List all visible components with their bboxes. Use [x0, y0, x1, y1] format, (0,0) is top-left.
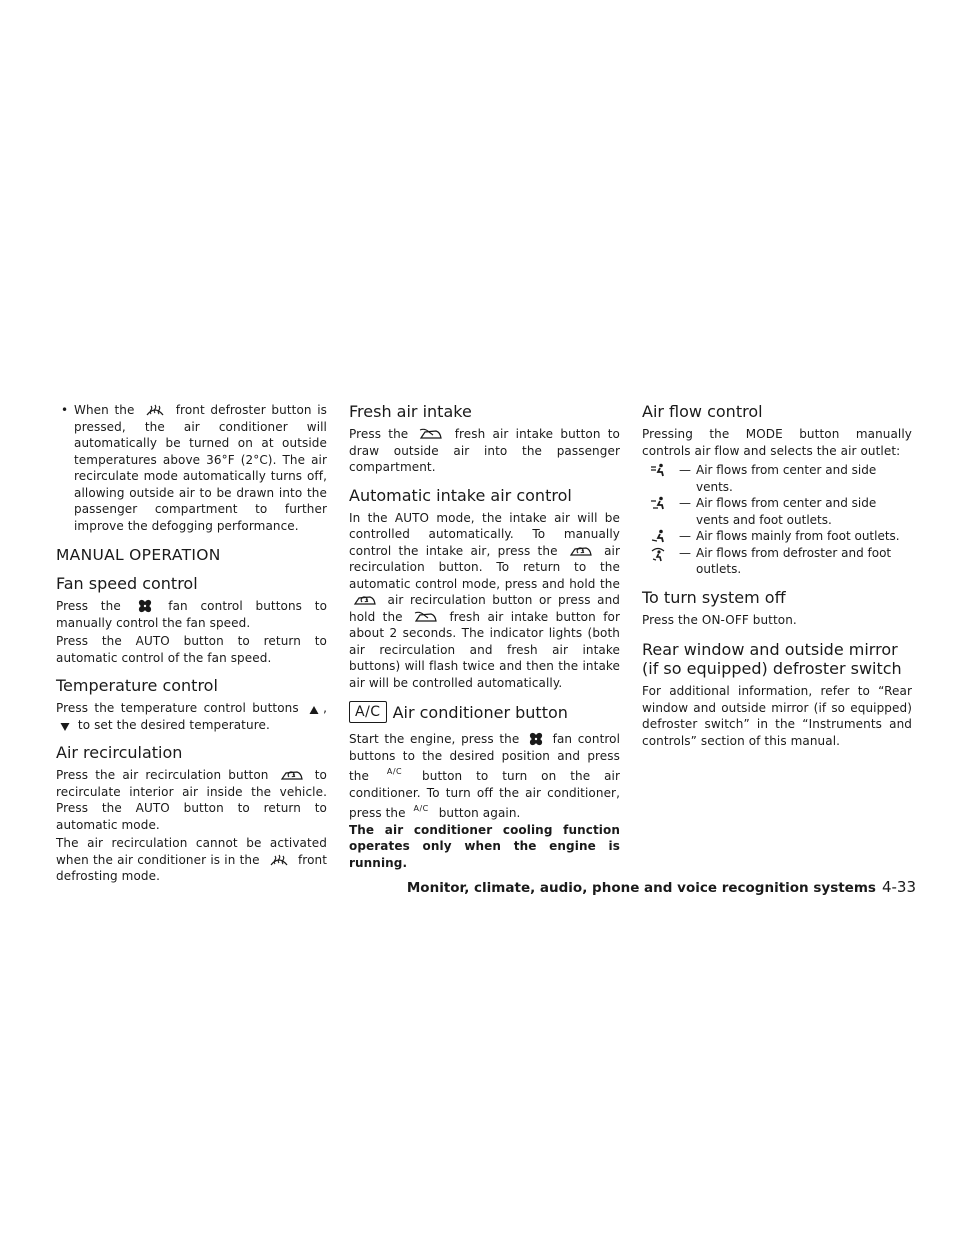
bi-level-mode-icon: [642, 495, 674, 510]
turn-system-off-heading: To turn system off: [642, 587, 786, 607]
recirc-p1-post: to recirculate interior air inside the vehicle. Press the AUTO button to return to automatic mode.: [56, 768, 327, 832]
recirculation-paragraph-2: [56, 835, 327, 885]
foot-mode-icon: [642, 528, 674, 543]
list-item: [642, 528, 912, 545]
automatic-intake-heading: Automatic intake air control: [349, 485, 572, 505]
recirc-p2-pre: The air recirculation cannot be activated when the air conditioner is in the: [56, 836, 327, 867]
fan-p1-post: fan control buttons to manually control the fan speed.: [56, 599, 328, 630]
rear-defroster-paragraph: For additional information, refer to “Rear window and outside mirror (if so equipped) defroster switch” in the “Instruments and controls” section of this manual.: [642, 684, 912, 748]
ac-button-icon: A/C: [349, 701, 387, 723]
footer-section-title: Monitor, climate, audio, phone and voice recognition systems: [406, 880, 876, 896]
recirculation-paragraph-1: [56, 767, 327, 833]
temp-p1-post: to set the desired temperature.: [77, 717, 270, 732]
air-flow-heading: Air flow control: [642, 402, 763, 421]
fresh-air-intake-heading: Fresh air intake: [349, 402, 472, 421]
recirc-p1-pre: Press the air recirculation button: [56, 768, 269, 782]
mode-description: Air flows from defroster and foot outlets.: [696, 545, 892, 576]
fresh-p-post: fresh air intake button to draw outside air into the passenger compartment.: [349, 427, 620, 474]
fan-icon: [529, 732, 543, 746]
dash: —: [679, 463, 691, 477]
list-item: [642, 495, 912, 528]
air-conditioner-heading-row: [349, 701, 620, 723]
list-item: [642, 462, 912, 495]
bullet-dot: •: [61, 403, 69, 417]
air-recirculation-icon: [280, 768, 304, 782]
recirc-p2-post: front defrosting mode.: [56, 852, 328, 883]
mode-description: Air flows from center and side vents and foot outlets.: [696, 496, 877, 527]
dash: —: [679, 496, 691, 510]
defroster-bullet: [56, 402, 327, 534]
fan-speed-heading: Fan speed control: [56, 574, 198, 593]
temperature-heading: Temperature control: [56, 676, 218, 695]
page-footer: [360, 878, 916, 896]
column-left: [56, 402, 327, 885]
ac-p-d: button again.: [438, 806, 521, 820]
ac-p-b: fan control buttons to the desired position and press the: [349, 732, 621, 783]
dash: —: [679, 545, 691, 560]
rear-defroster-heading: Rear window and outside mirror (if so equipped) defroster switch: [642, 640, 902, 678]
bullet-text-pre: When the: [74, 403, 135, 417]
vent-mode-icon: [642, 462, 674, 477]
air-recirculation-icon: [353, 593, 377, 607]
air-conditioner-heading: Air conditioner button: [392, 702, 568, 722]
fan-icon: [138, 599, 152, 613]
manual-operation-heading: MANUAL OPERATION: [56, 546, 221, 564]
temperature-down-icon: [60, 722, 70, 732]
temp-p1-pre: Press the temperature control buttons: [56, 701, 299, 715]
mode-description: Air flows mainly from foot outlets.: [696, 529, 900, 543]
column-right: [642, 402, 912, 749]
fan-speed-paragraph-1: [56, 598, 327, 631]
fresh-air-paragraph: [349, 426, 620, 476]
ac-p-a: Start the engine, press the: [349, 732, 520, 746]
column-middle: [349, 402, 620, 871]
ac-label-icon: A/C: [413, 804, 429, 813]
ac-p-c: button to turn on the air conditioner. To turn off the air conditioner, press the: [349, 769, 620, 820]
front-defroster-icon: [268, 853, 290, 867]
dash: —: [679, 529, 691, 543]
ac-bold-note: The air conditioner cooling function operates only when the engine is running.: [349, 822, 620, 870]
defrost-foot-mode-icon: [642, 545, 674, 562]
fresh-air-intake-icon: [419, 427, 443, 441]
fan-p1-pre: Press the: [56, 599, 121, 613]
ac-label-icon: A/C: [386, 767, 403, 776]
air-flow-mode-list: [642, 462, 912, 578]
temp-p1-comma: ,: [323, 701, 327, 715]
turn-system-off-paragraph: Press the ON-OFF button.: [642, 612, 797, 627]
fresh-p-pre: Press the: [349, 427, 409, 441]
list-item: [642, 545, 912, 578]
air-conditioner-paragraph: [349, 731, 620, 822]
auto-p-b: air recirculation button. To return to the automatic control mode, press and hold the: [349, 543, 621, 591]
bullet-text-post: front defroster button is pressed, the air conditioner will automatically be turned on at outside temperatures above 36°F (2°C). The air recirculate mode automatically turns off, allowing outside air to be drawn into the passenger compartment to further improve the defogging performance.: [74, 403, 327, 533]
auto-p-d: fresh air intake button for about 2 seconds. The indicator lights (both air recirculation and fresh air intake buttons) will flash twice and then the intake air will be controlled automatically.: [349, 609, 620, 690]
auto-p-c: air recirculation button or press and hold the: [349, 593, 621, 624]
air-recirculation-icon: [569, 544, 593, 558]
page-number: 4-33: [881, 878, 916, 896]
air-flow-intro: Pressing the MODE button manually controls air flow and selects the air outlet:: [642, 427, 912, 458]
air-recirculation-heading: Air recirculation: [56, 743, 183, 762]
auto-p-a: In the AUTO mode, the intake air will be controlled automatically. To manually control the intake air, press the: [349, 510, 620, 558]
temperature-up-icon: [309, 705, 319, 715]
front-defroster-icon: [144, 403, 166, 417]
fan-speed-paragraph-2: Press the AUTO button to return to automatic control of the fan speed.: [56, 634, 327, 665]
automatic-intake-paragraph: [349, 510, 620, 692]
mode-description: Air flows from center and side vents.: [696, 463, 877, 494]
temperature-paragraph: [56, 700, 327, 733]
fresh-air-intake-icon: [414, 610, 438, 624]
